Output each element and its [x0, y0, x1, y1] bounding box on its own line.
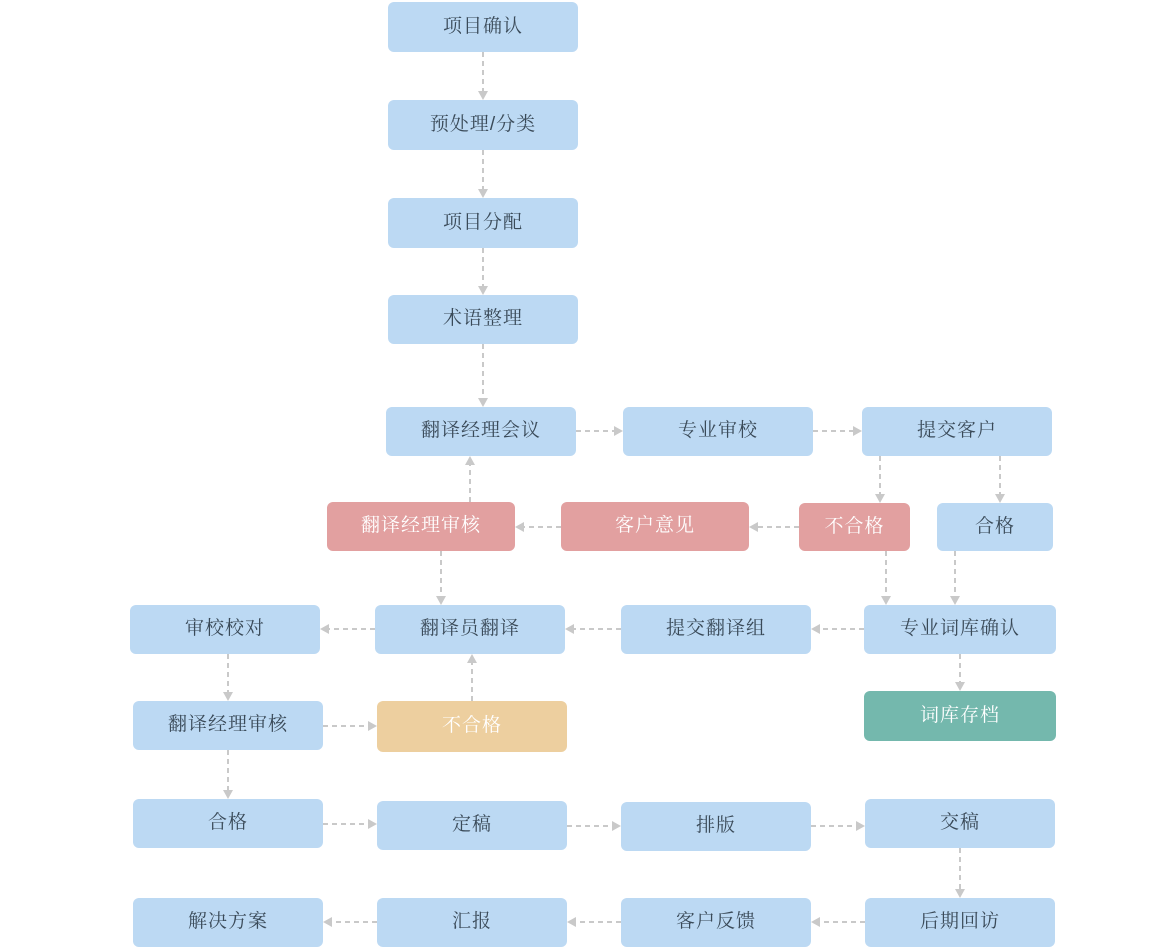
flow-arrow-n06-to-n07 — [813, 421, 862, 441]
flow-arrow-n09-to-n08 — [515, 517, 561, 537]
flow-node-n18[interactable]: 词库存档 — [864, 691, 1056, 741]
flow-node-n26[interactable]: 后期回访 — [865, 898, 1055, 947]
flow-arrow-n20-to-n21 — [567, 816, 621, 836]
flow-arrow-n16-to-n19 — [218, 750, 238, 799]
flow-arrow-n02-to-n03 — [473, 150, 493, 198]
flow-node-n08[interactable]: 翻译经理审核 — [327, 502, 515, 551]
flow-arrow-n05-to-n06 — [576, 421, 623, 441]
flow-node-n05[interactable]: 翻译经理会议 — [386, 407, 576, 456]
flow-node-n09[interactable]: 客户意见 — [561, 502, 749, 551]
flow-node-n24[interactable]: 汇报 — [377, 898, 567, 947]
flow-node-n14[interactable]: 提交翻译组 — [621, 605, 811, 654]
flow-node-n21[interactable]: 排版 — [621, 802, 811, 851]
flow-node-n19[interactable]: 合格 — [133, 799, 323, 848]
flow-arrow-n15-to-n18 — [950, 654, 970, 691]
flow-node-n03[interactable]: 项目分配 — [388, 198, 578, 248]
flow-arrow-n25-to-n24 — [567, 912, 621, 932]
flow-node-n22[interactable]: 交稿 — [865, 799, 1055, 848]
flow-node-n10[interactable]: 不合格 — [799, 503, 910, 551]
flow-arrow-n14-to-n13 — [565, 619, 621, 639]
flow-node-n12[interactable]: 审校校对 — [130, 605, 320, 654]
flow-arrow-n10-to-n09 — [749, 517, 799, 537]
flow-arrow-n03-to-n04 — [473, 248, 493, 295]
flow-arrow-n11-to-n15 — [945, 551, 965, 605]
flow-arrow-n24-to-n23 — [323, 912, 377, 932]
flow-arrow-n12-to-n16 — [218, 654, 238, 701]
flow-arrow-n13-to-n12 — [320, 619, 375, 639]
flow-node-n17[interactable]: 不合格 — [377, 701, 567, 752]
flow-arrow-n04-to-n05 — [473, 344, 493, 407]
flow-node-n13[interactable]: 翻译员翻译 — [375, 605, 565, 654]
flow-arrow-n08-to-n05 — [460, 456, 480, 502]
flow-arrow-n08-to-n13 — [431, 551, 451, 605]
flow-arrow-n19-to-n20 — [323, 814, 377, 834]
flow-node-n16[interactable]: 翻译经理审核 — [133, 701, 323, 750]
flow-arrow-n16-to-n17 — [323, 716, 377, 736]
flow-node-n01[interactable]: 项目确认 — [388, 2, 578, 52]
flow-arrow-n22-to-n26 — [950, 848, 970, 898]
flow-arrow-n17-to-n13 — [462, 654, 482, 701]
flow-node-n23[interactable]: 解决方案 — [133, 898, 323, 947]
flow-arrow-n07-to-n11 — [990, 456, 1010, 503]
flow-node-n06[interactable]: 专业审校 — [623, 407, 813, 456]
flow-node-n15[interactable]: 专业词库确认 — [864, 605, 1056, 654]
flow-arrow-n01-to-n02 — [473, 52, 493, 100]
flow-node-n11[interactable]: 合格 — [937, 503, 1053, 551]
flow-arrow-n10-to-n15 — [876, 551, 896, 605]
flow-node-n25[interactable]: 客户反馈 — [621, 898, 811, 947]
flow-arrow-n15-to-n14 — [811, 619, 864, 639]
flow-arrow-n26-to-n25 — [811, 912, 865, 932]
flow-node-n02[interactable]: 预处理/分类 — [388, 100, 578, 150]
flow-node-n04[interactable]: 术语整理 — [388, 295, 578, 344]
flow-node-n07[interactable]: 提交客户 — [862, 407, 1052, 456]
flow-arrow-n07-to-n10 — [870, 456, 890, 503]
flow-node-n20[interactable]: 定稿 — [377, 801, 567, 850]
flow-arrow-n21-to-n22 — [811, 816, 865, 836]
